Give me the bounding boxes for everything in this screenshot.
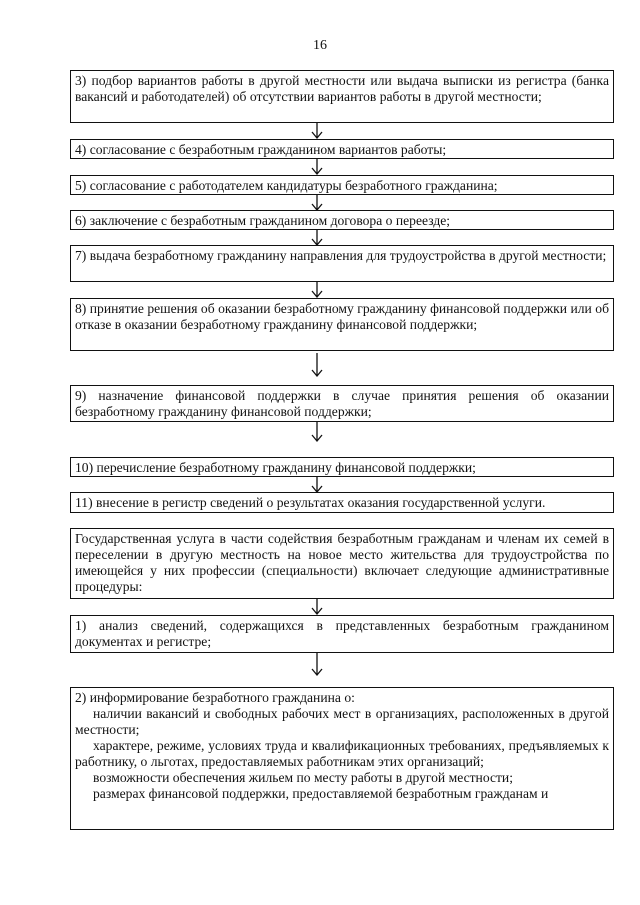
arrow-down-icon xyxy=(310,353,324,377)
procedure-2-item: наличии вакансий и свободных рабочих мест в организациях, расположенных в другой местности; xyxy=(75,706,609,737)
step-3-text: 3) подбор вариантов работы в другой местности или выдача выписки из регистра (банка вакансий и работодателей) об отсутствии вариантов работы в другой местности; xyxy=(75,73,609,104)
step-9-box xyxy=(70,385,614,422)
step-9-text: 9) назначение финансовой поддержки в случае принятия решения об оказании безработному гражданину финансовой поддержки; xyxy=(75,388,609,419)
step-7-box xyxy=(70,245,614,282)
arrow-down-icon xyxy=(310,652,324,676)
step-10-box xyxy=(70,457,614,477)
procedure-2-item: характере, режиме, условиях труда и квалификационных требованиях, предъявляемых к работнику, о льготах, предоставляемых работникам этих организаций; xyxy=(75,738,609,769)
step-6-text: 6) заключение с безработным гражданином договора о переезде; xyxy=(75,213,451,228)
arrow-down-icon xyxy=(310,159,324,175)
step-3-box xyxy=(70,70,614,123)
procedure-2-item: размерах финансовой поддержки, предоставляемой безработным гражданам и xyxy=(93,786,549,801)
step-8-box xyxy=(70,298,614,351)
arrow-down-icon xyxy=(310,282,324,298)
step-4-text: 4) согласование с безработным гражданином вариантов работы; xyxy=(75,142,447,157)
procedure-1-text: 1) анализ сведений, содержащихся в представленных безработным гражданином документах и регистре; xyxy=(75,618,609,649)
step-10-text: 10) перечисление безработному гражданину финансовой поддержки; xyxy=(75,460,476,475)
intro-box xyxy=(70,528,614,599)
procedure-2-title: 2) информирование безработного гражданина о: xyxy=(75,690,355,705)
step-7-text: 7) выдача безработному гражданину направления для трудоустройства в другой местности; xyxy=(75,248,607,263)
step-5-box xyxy=(70,175,614,195)
step-5-text: 5) согласование с работодателем кандидатуры безработного гражданина; xyxy=(75,178,498,193)
procedure-1-box xyxy=(70,615,614,653)
arrow-down-icon xyxy=(310,195,324,211)
intro-text: Государственная услуга в части содействия безработным гражданам и членам их семей в переселении в другую местность на новое место жительства для трудоустройства по имеющейся у них профессии (специальности) включает следующие административные процедуры: xyxy=(75,531,609,594)
step-8-text: 8) принятие решения об оказании безработному гражданину финансовой поддержки или об отказе в оказании безработному гражданину финансовой поддержки; xyxy=(75,301,609,332)
procedure-2-box xyxy=(70,687,614,830)
arrow-down-icon xyxy=(310,422,324,442)
step-6-box xyxy=(70,210,614,230)
step-4-box xyxy=(70,139,614,159)
step-11-box xyxy=(70,492,614,513)
step-11-text: 11) внесение в регистр сведений о результатах оказания государственной услуги. xyxy=(75,495,546,510)
page-number: 16 xyxy=(313,38,327,53)
procedure-2-item: возможности обеспечения жильем по месту работы в другой местности; xyxy=(93,770,513,785)
arrow-down-icon xyxy=(310,477,324,493)
arrow-down-icon xyxy=(310,123,324,139)
arrow-down-icon xyxy=(310,230,324,246)
arrow-down-icon xyxy=(310,599,324,615)
